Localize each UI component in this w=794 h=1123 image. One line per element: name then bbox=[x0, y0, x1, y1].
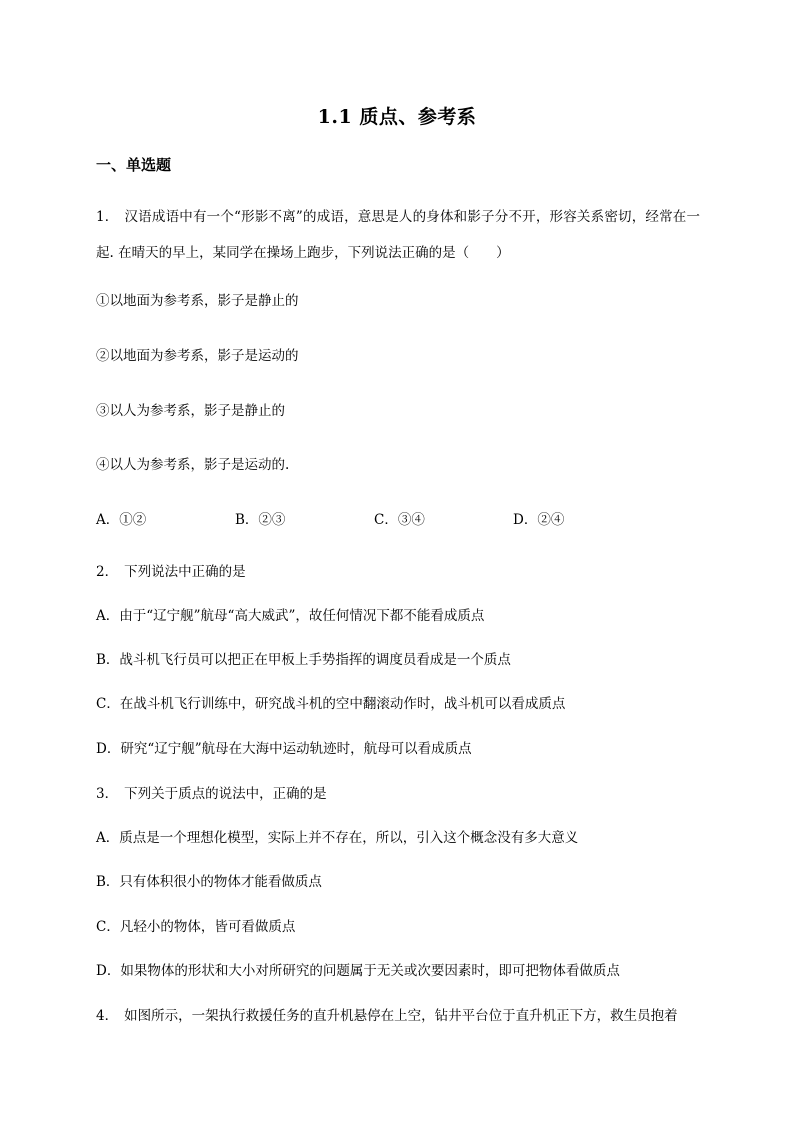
page-title: 1.1 质点、参考系 bbox=[317, 106, 477, 128]
question-text: 下列说法中正确的是 bbox=[124, 564, 246, 580]
question-2-option-a: A．由于“辽宁舰”航母“高大威武”，故任何情况下都不能看成质点 bbox=[96, 608, 485, 624]
statement-4: ④以人为参考系，影子是运动的. bbox=[96, 457, 290, 473]
question-number: 4． bbox=[96, 1008, 119, 1024]
option-d: D．②④ bbox=[513, 512, 565, 528]
question-2-option-c: C．在战斗机飞行训练中，研究战斗机的空中翻滚动作时，战斗机可以看成质点 bbox=[96, 696, 566, 712]
question-3-option-a: A．质点是一个理想化模型，实际上并不存在，所以，引入这个概念没有多大意义 bbox=[96, 830, 579, 846]
option-c: C．③④ bbox=[374, 512, 425, 528]
question-2-option-b: B．战斗机飞行员可以把正在甲板上手势指挥的调度员看成是一个质点 bbox=[96, 652, 511, 668]
statement-3: ③以人为参考系，影子是静止的 bbox=[96, 403, 285, 419]
question-3-option-d: D．如果物体的形状和大小对所研究的问题属于无关或次要因素时，即可把物体看做质点 bbox=[96, 963, 620, 979]
question-number: 1． bbox=[96, 209, 119, 225]
question-text: 汉语成语中有一个“形影不离”的成语，意思是人的身体和影子分不开，形容关系密切，经常在一起. 在晴天的早上，某同学在操场上跑步，下列说法正确的是（ ） bbox=[96, 209, 700, 261]
question-number: 3． bbox=[96, 786, 119, 802]
question-number: 2． bbox=[96, 564, 119, 580]
question-3-option-c: C．凡轻小的物体，皆可看做质点 bbox=[96, 919, 296, 935]
question-3-stem bbox=[96, 784, 327, 804]
statement-1: ①以地面为参考系，影子是静止的 bbox=[96, 293, 299, 309]
question-text: 下列关于质点的说法中，正确的是 bbox=[124, 786, 327, 802]
section-heading: 一、单选题 bbox=[96, 156, 172, 174]
question-4-stem bbox=[96, 1006, 678, 1026]
option-a: A．①② bbox=[96, 512, 147, 528]
statement-2: ②以地面为参考系，影子是运动的 bbox=[96, 348, 299, 364]
question-2-option-d: D．研究“辽宁舰”航母在大海中运动轨迹时，航母可以看成质点 bbox=[96, 741, 472, 757]
option-b: B．②③ bbox=[235, 512, 286, 528]
question-text: 如图所示，一架执行救援任务的直升机悬停在上空，钻井平台位于直升机正下方，救生员抱着 bbox=[124, 1008, 678, 1024]
question-1-stem bbox=[96, 199, 700, 271]
question-2-stem bbox=[96, 562, 246, 582]
question-3-option-b: B．只有体积很小的物体才能看做质点 bbox=[96, 874, 322, 890]
question-1-options bbox=[96, 510, 652, 530]
